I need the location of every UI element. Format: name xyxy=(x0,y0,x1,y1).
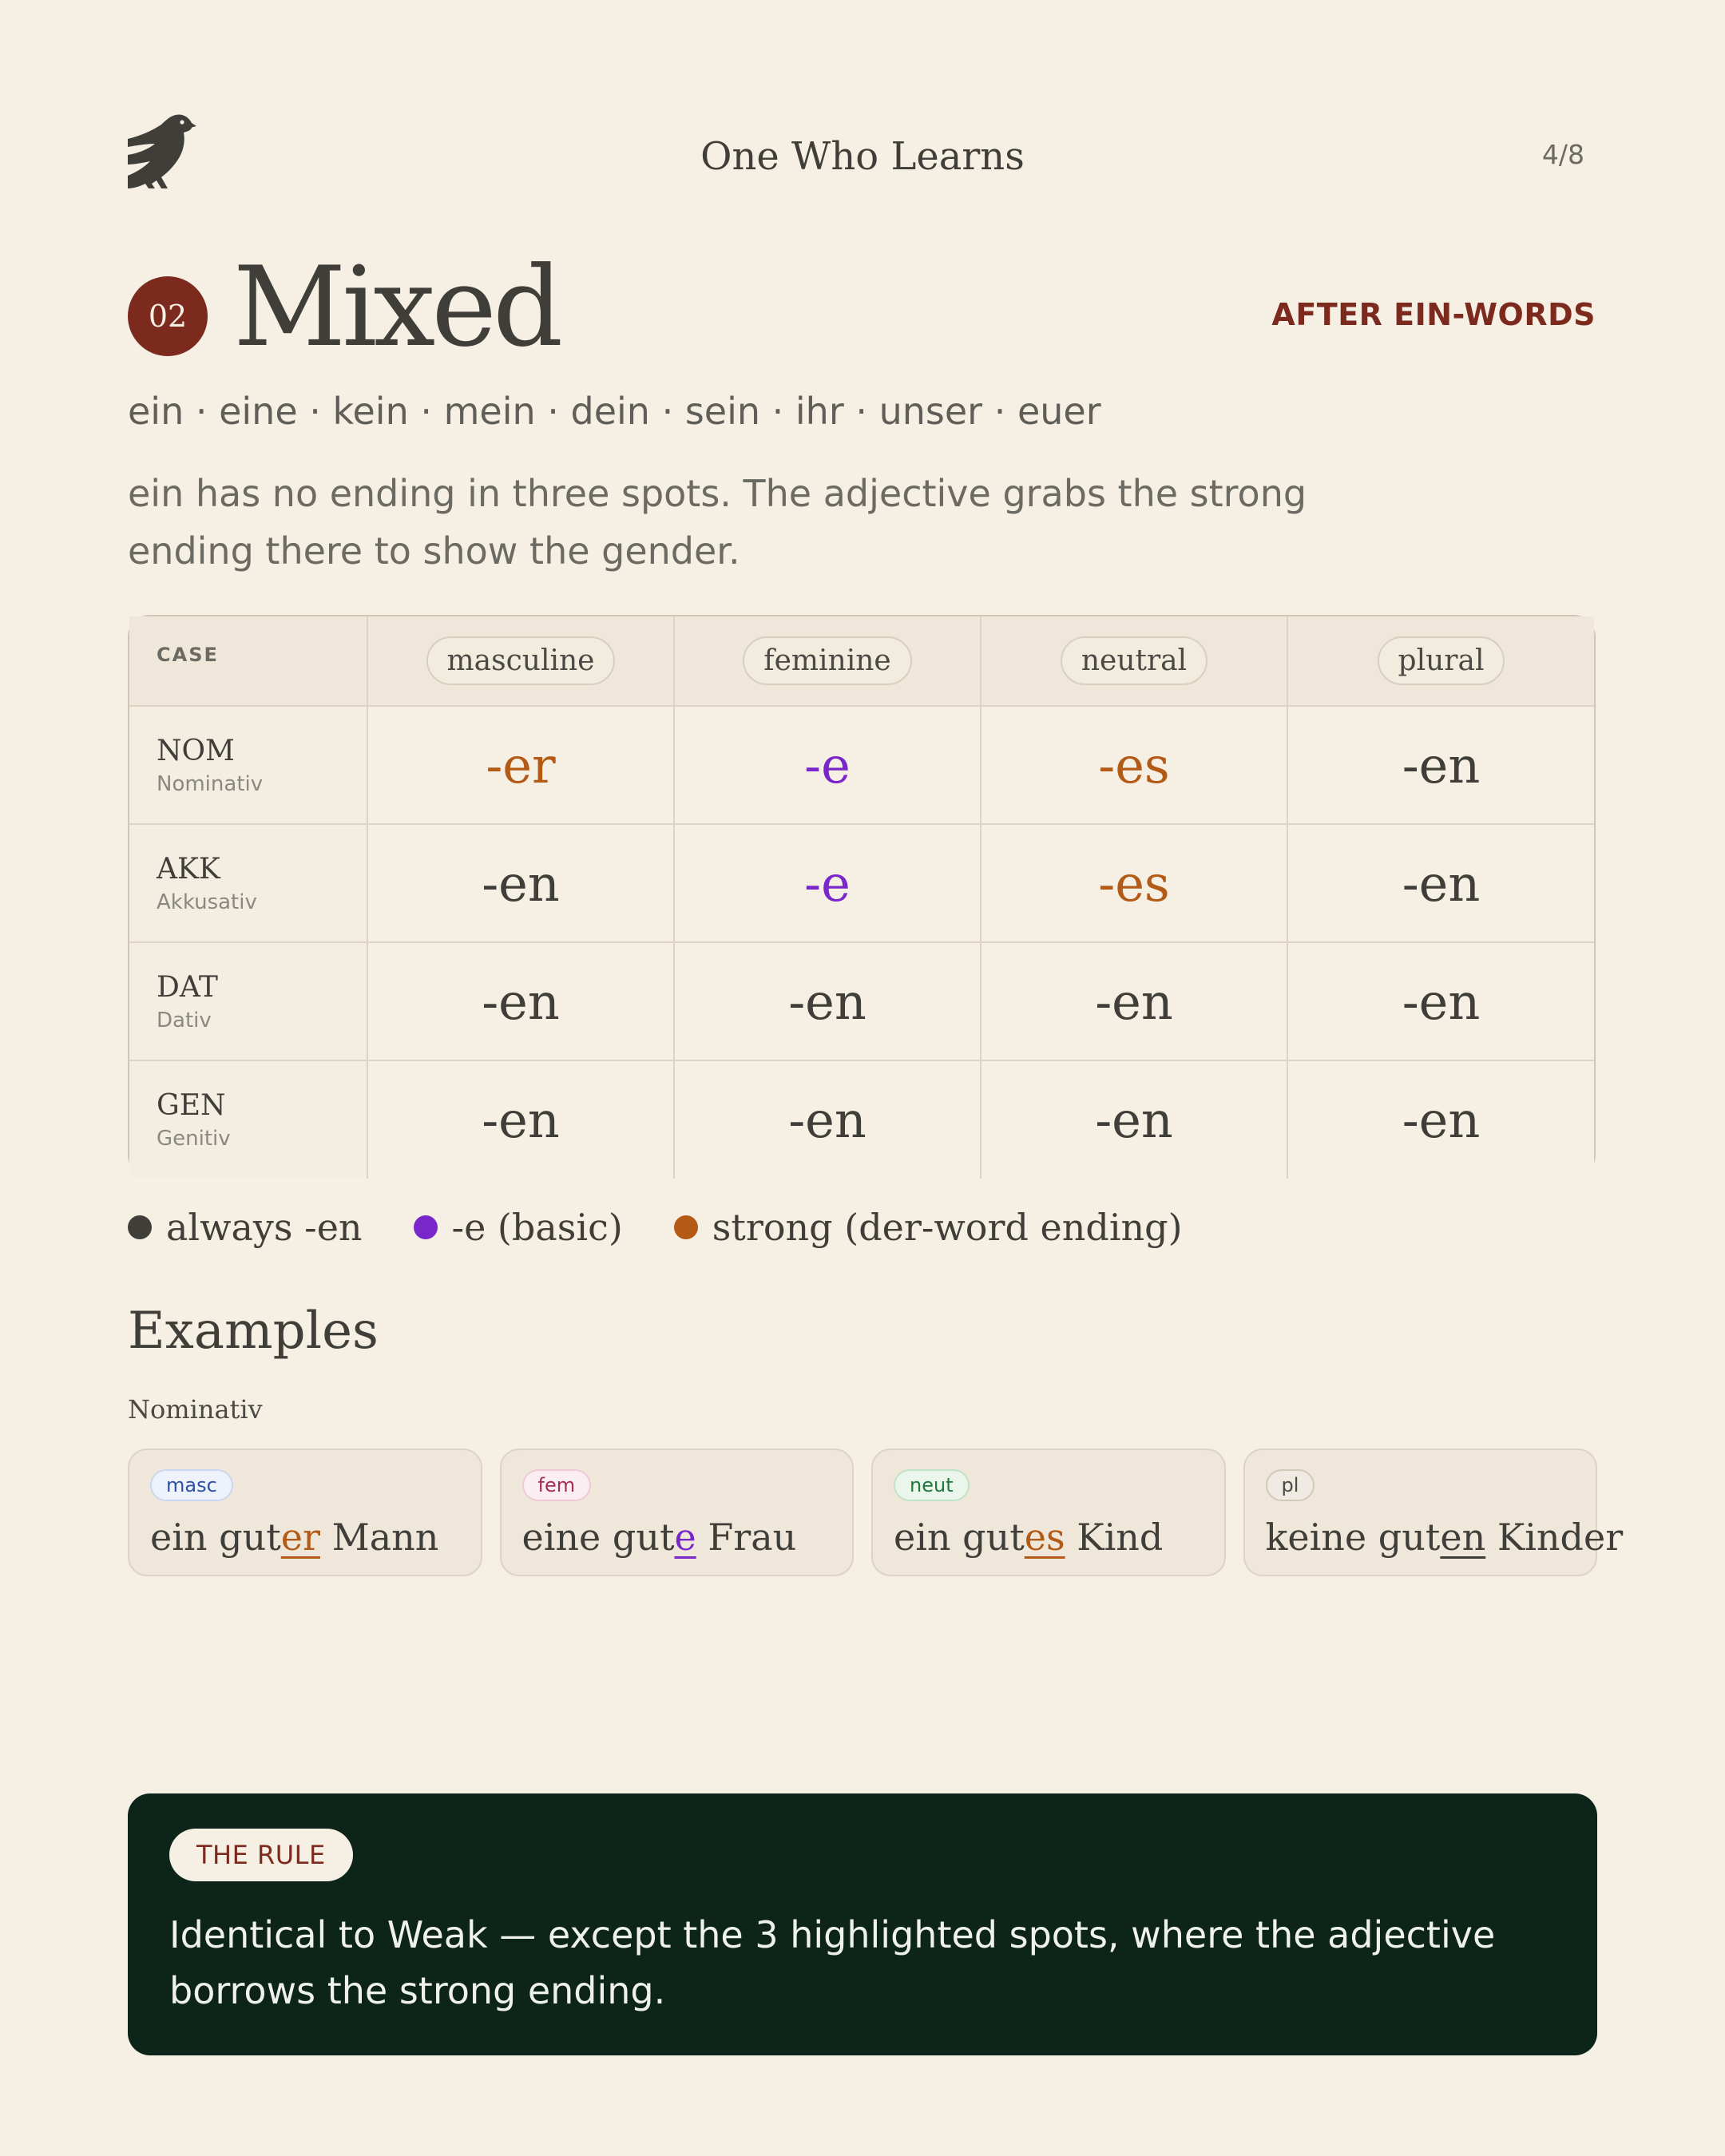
case-abbr: NOM xyxy=(157,734,235,767)
example-card-masc xyxy=(128,1449,482,1576)
ending-cell: -en xyxy=(1287,942,1594,1060)
rule-text: Identical to Weak — except the 3 highlighted spots, where the adjective borrows the strong ending. xyxy=(169,1913,1496,2012)
page-title: Mixed xyxy=(233,243,560,371)
ending-cell: -e xyxy=(674,824,981,942)
ein-words-list: ein · eine · kein · mein · dein · sein · ihr · unser · euer xyxy=(128,390,1101,433)
ending-cell: -en xyxy=(367,942,674,1060)
legend-label: always -en xyxy=(166,1206,363,1249)
table-row xyxy=(129,706,1594,824)
ending-cell: -es xyxy=(981,824,1287,942)
example-card-fem xyxy=(500,1449,855,1576)
case-column-header: CASE xyxy=(129,616,367,706)
case-abbr: GEN xyxy=(157,1089,226,1122)
table-row xyxy=(129,1060,1594,1179)
example-card-neut xyxy=(871,1449,1226,1576)
ending-cell: -en xyxy=(1287,706,1594,824)
gender-chip: fem xyxy=(522,1469,592,1501)
case-full: Nominativ xyxy=(157,771,264,796)
legend-label: -e (basic) xyxy=(451,1206,623,1249)
case-full: Akkusativ xyxy=(157,890,257,914)
legend-item-strong xyxy=(674,1206,1183,1249)
legend-dot-icon xyxy=(414,1215,438,1239)
ending-cell: -en xyxy=(367,824,674,942)
example-phrase xyxy=(1266,1516,1624,1559)
ending-cell: -e xyxy=(674,706,981,824)
legend-item-always xyxy=(128,1206,363,1249)
gender-pill: plural xyxy=(1378,636,1505,685)
phrase-stem: keine gut xyxy=(1265,1516,1441,1559)
brand-title: One Who Learns xyxy=(700,134,1025,179)
gender-pill: feminine xyxy=(743,636,911,685)
legend-dot-icon xyxy=(128,1215,152,1239)
ending-cell: -en xyxy=(981,942,1287,1060)
phrase-ending: er xyxy=(280,1516,320,1559)
page-indicator: 4/8 xyxy=(1541,139,1584,170)
column-header-masculine xyxy=(367,616,674,706)
case-abbr: AKK xyxy=(157,852,220,886)
column-header-plural xyxy=(1287,616,1594,706)
section-tag: AFTER EIN-WORDS xyxy=(1271,297,1596,332)
phrase-stem: ein gut xyxy=(150,1516,281,1559)
phrase-noun: Frau xyxy=(696,1516,797,1559)
example-card-pl xyxy=(1243,1449,1624,1576)
table-row xyxy=(129,824,1594,942)
column-header-neutral xyxy=(981,616,1287,706)
legend xyxy=(128,1206,1234,1249)
gender-chip: neut xyxy=(894,1469,970,1501)
gender-chip: pl xyxy=(1266,1469,1315,1501)
ending-cell: -en xyxy=(674,1060,981,1179)
gender-pill: masculine xyxy=(426,636,616,685)
table-header-row xyxy=(129,616,1594,706)
phrase-noun: Kind xyxy=(1065,1516,1164,1559)
example-cards xyxy=(128,1449,1624,1576)
example-phrase xyxy=(150,1516,438,1559)
ending-cell: -en xyxy=(367,1060,674,1179)
examples-title: Examples xyxy=(128,1302,379,1361)
column-header-feminine xyxy=(674,616,981,706)
phrase-stem: ein gut xyxy=(894,1516,1025,1559)
example-phrase xyxy=(522,1516,797,1559)
case-label xyxy=(129,1060,367,1179)
section-number-badge: 02 xyxy=(128,276,208,356)
phrase-ending: en xyxy=(1440,1516,1486,1559)
ending-cell: -er xyxy=(367,706,674,824)
example-phrase xyxy=(894,1516,1163,1559)
phrase-stem: eine gut xyxy=(521,1516,675,1559)
case-full: Dativ xyxy=(157,1008,212,1032)
case-abbr: DAT xyxy=(157,970,218,1004)
legend-dot-icon xyxy=(674,1215,698,1239)
ending-cell: -es xyxy=(981,706,1287,824)
ending-cell: -en xyxy=(981,1060,1287,1179)
phrase-ending: e xyxy=(674,1516,696,1559)
phrase-ending: es xyxy=(1024,1516,1065,1559)
rule-box xyxy=(128,1793,1597,2055)
rule-label: THE RULE xyxy=(169,1829,353,1881)
case-full: Genitiv xyxy=(157,1127,231,1151)
legend-label: strong (der-word ending) xyxy=(712,1206,1183,1249)
declension-table xyxy=(128,615,1596,1177)
case-label xyxy=(129,942,367,1060)
phrase-noun: Kinder xyxy=(1485,1516,1624,1559)
ending-cell: -en xyxy=(1287,1060,1594,1179)
case-label xyxy=(129,824,367,942)
gender-pill: neutral xyxy=(1061,636,1208,685)
ending-cell: -en xyxy=(1287,824,1594,942)
phrase-noun: Mann xyxy=(319,1516,439,1559)
table-row xyxy=(129,942,1594,1060)
gender-chip: masc xyxy=(150,1469,233,1501)
case-label xyxy=(129,706,367,824)
examples-subtitle: Nominativ xyxy=(128,1394,263,1425)
legend-item-basic xyxy=(414,1206,623,1249)
description: ein has no ending in three spots. The adjective grabs the strong ending there to show the gender. xyxy=(128,472,1307,573)
ending-cell: -en xyxy=(674,942,981,1060)
